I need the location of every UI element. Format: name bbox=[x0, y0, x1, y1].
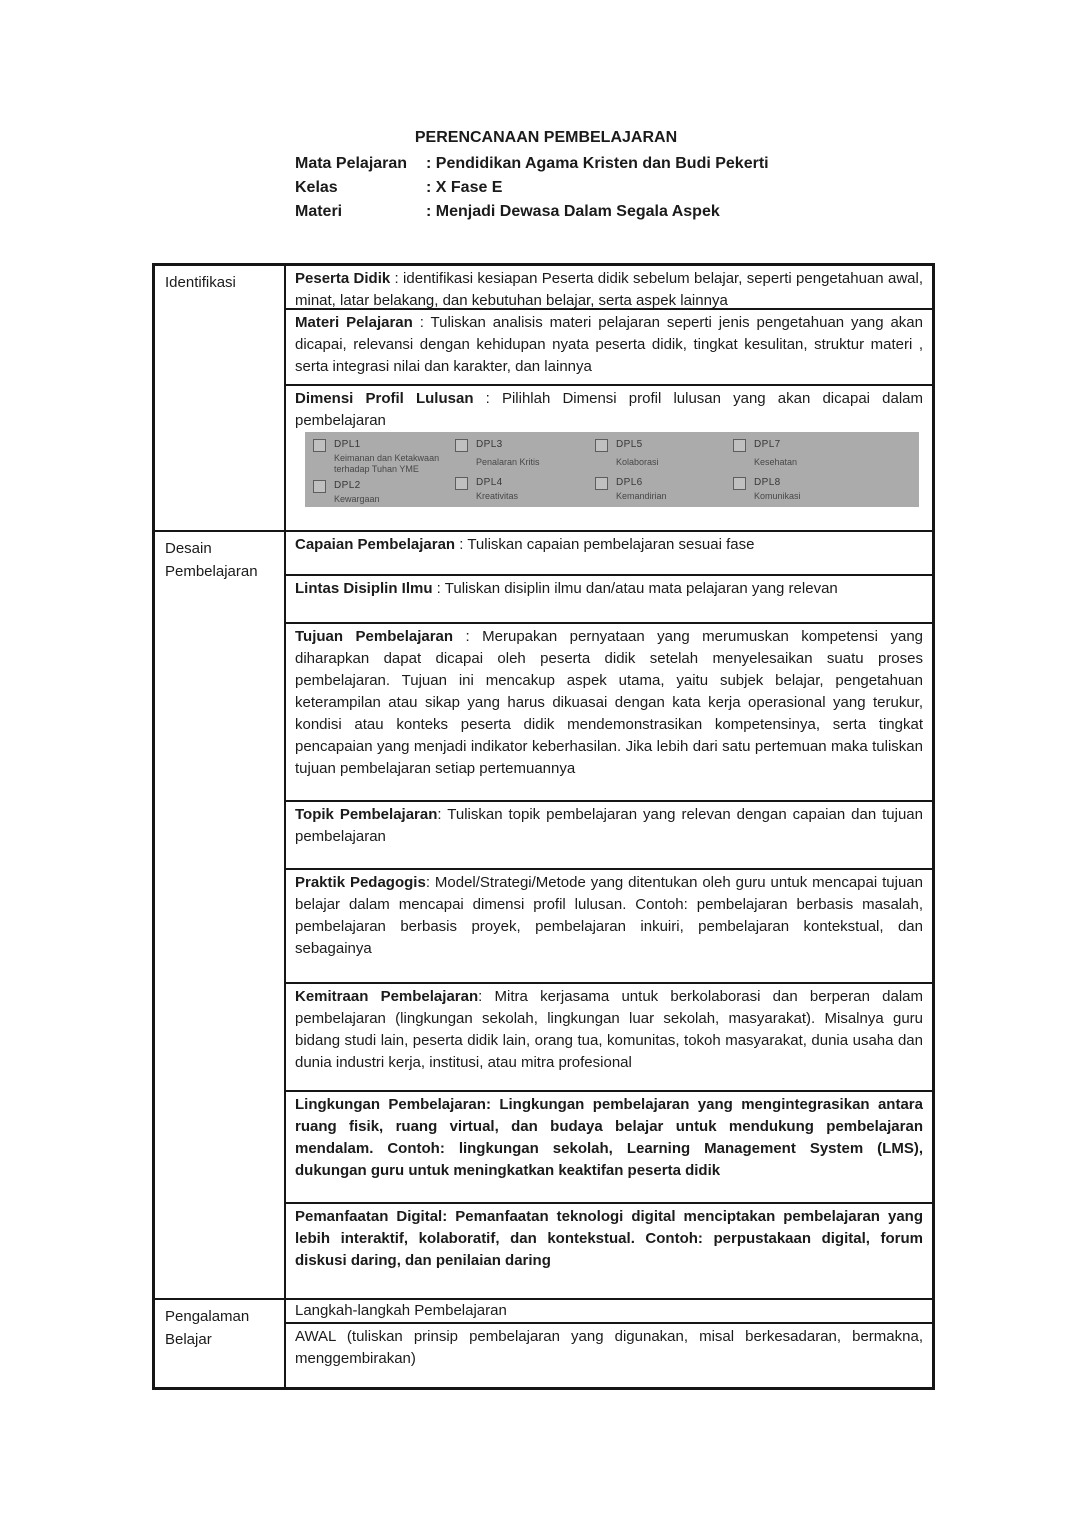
meta-row-mata-pelajaran bbox=[295, 152, 797, 176]
dpl4-name: Kreativitas bbox=[476, 491, 519, 501]
dpl8-item[interactable] bbox=[733, 476, 919, 502]
row-body: Mitra kerjasama untuk berkolaborasi dan berperan dalam pembelajaran (lingkungan sekolah, lingkungan luar sekolah, masyarakat). Misalnya guru bidang studi lain, peserta didik lain, orang tua, komunitas, tokoh masyarakat, dunia usaha dan dunia industri kerja, institusi, atau mitra profesional bbox=[295, 988, 923, 1071]
dpl5-name: Kolaborasi bbox=[616, 457, 659, 467]
row-title: Materi Pelajaran bbox=[295, 314, 413, 331]
dpl-column-4 bbox=[733, 438, 919, 507]
dpl2-item[interactable] bbox=[313, 479, 455, 505]
dpl5-code: DPL5 bbox=[616, 439, 643, 450]
row-title: Praktik Pedagogis bbox=[295, 874, 426, 891]
row-separator: : bbox=[473, 390, 502, 407]
row-dimensi-profil-lulusan bbox=[286, 386, 932, 530]
planning-table bbox=[152, 263, 935, 1390]
row-materi-pelajaran bbox=[286, 310, 932, 386]
identifikasi-rows bbox=[286, 266, 932, 530]
meta-value: : Pendidikan Agama Kristen dan Budi Pekerti bbox=[426, 155, 769, 172]
row-body: identifikasi kesiapan Peserta didik sebelum belajar, seperti pengetahuan awal, minat, latar belakang, dan kebutuhan belajar, serta aspek lainnya bbox=[295, 270, 923, 309]
row-praktik-text bbox=[295, 872, 923, 960]
row-body: Tuliskan disiplin ilmu dan/atau mata pelajaran yang relevan bbox=[444, 580, 838, 597]
section-label-pengalaman: Pengalaman Belajar bbox=[155, 1300, 286, 1387]
dpl5-item[interactable] bbox=[595, 438, 733, 472]
dpl6-code: DPL6 bbox=[616, 477, 643, 488]
section-pengalaman-belajar bbox=[155, 1300, 932, 1387]
row-title: Kemitraan Pembelajaran bbox=[295, 988, 479, 1005]
row-topik-pembelajaran bbox=[286, 802, 932, 870]
row-tujuan-pembelajaran bbox=[286, 624, 932, 802]
dpl1-item[interactable] bbox=[313, 438, 455, 475]
dpl2-code: DPL2 bbox=[334, 480, 361, 491]
dpl7-name: Kesehatan bbox=[754, 457, 798, 467]
section-desain-pembelajaran bbox=[155, 532, 932, 1300]
row-separator: : bbox=[478, 988, 495, 1005]
row-separator: : bbox=[437, 806, 448, 823]
dpl1-checkbox-icon[interactable] bbox=[313, 439, 326, 452]
row-title: Pemanfaatan Digital bbox=[295, 1208, 443, 1225]
dpl3-checkbox-icon[interactable] bbox=[455, 439, 468, 452]
row-title: Lingkungan Pembelajaran bbox=[295, 1096, 486, 1113]
meta-row-kelas bbox=[295, 176, 797, 200]
dpl6-name: Kemandirian bbox=[616, 491, 667, 501]
dpl-column-1 bbox=[313, 438, 455, 507]
meta-label: Kelas bbox=[295, 179, 338, 196]
row-body: Tuliskan analisis materi pelajaran seperti jenis pengetahuan yang akan dicapai, relevansi dengan kehidupan nyata peserta didik, tingkat kesulitan, struktur materi , serta integrasi nilai dan karakter, dan lainnya bbox=[295, 314, 923, 375]
dpl3-item[interactable] bbox=[455, 438, 595, 472]
row-title: Topik Pembelajaran bbox=[295, 806, 438, 823]
document-header bbox=[295, 126, 797, 224]
dpl6-item[interactable] bbox=[595, 476, 733, 502]
dpl7-code: DPL7 bbox=[754, 439, 781, 450]
row-dimensi-text bbox=[295, 388, 923, 432]
dpl1-code: DPL1 bbox=[334, 439, 361, 450]
row-body: Tuliskan capaian pembelajaran sesuai fase bbox=[467, 536, 755, 553]
meta-label: Materi bbox=[295, 203, 343, 220]
row-lintas-text bbox=[295, 578, 923, 600]
dpl-column-2 bbox=[455, 438, 595, 507]
row-separator: : bbox=[432, 580, 445, 597]
section-identifikasi bbox=[155, 266, 932, 532]
row-pemanfaatan-text bbox=[295, 1206, 923, 1272]
row-awal bbox=[286, 1324, 932, 1387]
row-separator: : bbox=[412, 314, 431, 331]
dpl3-name: Penalaran Kritis bbox=[476, 457, 540, 467]
row-body: Pilihlah Dimensi profil lulusan yang akan dicapai dalam pembelajaran bbox=[295, 390, 923, 429]
row-separator: : bbox=[455, 536, 468, 553]
row-title: Lintas Disiplin Ilmu bbox=[295, 580, 433, 597]
row-title-and-body bbox=[295, 1096, 923, 1179]
row-separator: : bbox=[390, 270, 404, 287]
row-materi-pelajaran-text bbox=[295, 312, 923, 378]
meta-label: Mata Pelajaran bbox=[295, 155, 408, 172]
row-separator: : bbox=[442, 1208, 456, 1225]
meta-value: : X Fase E bbox=[426, 179, 503, 196]
row-awal-text: AWAL (tuliskan prinsip pembelajaran yang digunakan, misal berkesadaran, bermakna, menggembirakan) bbox=[295, 1328, 923, 1367]
row-lingkungan-pembelajaran bbox=[286, 1092, 932, 1204]
dpl7-checkbox-icon[interactable] bbox=[733, 439, 746, 452]
desain-rows bbox=[286, 532, 932, 1298]
row-lingkungan-text bbox=[295, 1094, 923, 1182]
section-label-identifikasi: Identifikasi bbox=[155, 266, 286, 530]
dpl4-item[interactable] bbox=[455, 476, 595, 502]
row-lintas-disiplin-ilmu bbox=[286, 576, 932, 624]
row-capaian-text bbox=[295, 534, 923, 556]
dpl8-checkbox-icon[interactable] bbox=[733, 477, 746, 490]
row-peserta-didik bbox=[286, 266, 932, 310]
row-body: Lingkungan pembelajaran yang mengintegrasikan antara ruang fisik, ruang virtual, dan budaya belajar untuk mendukung pembelajaran mendalam. Contoh: lingkungan sekolah, Learning Management System (LMS), dukungan guru untuk meningkatkan keaktifan peserta didik bbox=[295, 1096, 923, 1179]
row-separator: : bbox=[485, 1096, 500, 1113]
dpl4-code: DPL4 bbox=[476, 477, 503, 488]
meta-row-materi bbox=[295, 200, 797, 224]
dpl6-checkbox-icon[interactable] bbox=[595, 477, 608, 490]
row-langkah-langkah bbox=[286, 1300, 932, 1324]
row-body: Model/Strategi/Metode yang ditentukan oleh guru untuk mencapai tujuan belajar dalam mencapai dimensi profil lulusan. Contoh: pembelajaran berbasis masalah, pembelajaran berbasis proyek, pembelajaran inkuiri, pembelajaran kontekstual, dan sebagainya bbox=[295, 874, 923, 957]
meta-value: : Menjadi Dewasa Dalam Segala Aspek bbox=[426, 203, 720, 220]
row-langkah-text: Langkah-langkah Pembelajaran bbox=[295, 1302, 507, 1319]
document-title: PERENCANAAN PEMBELAJARAN bbox=[414, 129, 678, 146]
dpl8-code: DPL8 bbox=[754, 477, 781, 488]
row-separator: : bbox=[453, 628, 483, 645]
dpl2-name: Kewargaan bbox=[334, 494, 380, 504]
row-title: Tujuan Pembelajaran bbox=[295, 628, 454, 645]
row-body: Tuliskan topik pembelajaran yang relevan dengan capaian dan tujuan pembelajaran bbox=[295, 806, 923, 845]
row-title-and-body bbox=[295, 1208, 923, 1269]
row-capaian-pembelajaran bbox=[286, 532, 932, 576]
dpl1-name: Keimanan dan Ketakwaan terhadap Tuhan YME bbox=[334, 453, 440, 474]
row-topik-text bbox=[295, 804, 923, 848]
row-kemitraan-text bbox=[295, 986, 923, 1074]
row-title: Capaian Pembelajaran bbox=[295, 536, 456, 553]
dpl4-checkbox-icon[interactable] bbox=[455, 477, 468, 490]
pengalaman-rows bbox=[286, 1300, 932, 1387]
row-body: Pemanfaatan teknologi digital menciptakan pembelajaran yang lebih interaktif, kolaboratif, dan kontekstual. Contoh: perpustakaan digital, forum diskusi daring, dan penilaian daring bbox=[295, 1208, 923, 1269]
row-title: Peserta Didik bbox=[295, 270, 391, 287]
row-praktik-pedagogis bbox=[286, 870, 932, 984]
row-body: Merupakan pernyataan yang merumuskan kompetensi yang diharapkan dapat dicapai oleh peserta didik setelah menyelesaikan suatu proses pembelajaran. Tujuan ini mencakup aspek utama, yaitu subjek belajar, pengetahuan keterampilan atau sikap yang harus dikuasai dengan kata kerja operasional yang terukur, kondisi atau konteks peserta didik mendemonstrasikan kompetensinya, serta tingkat pencapaian yang menjadi indikator keberhasilan. Jika lebih dari satu pertemuan maka tuliskan tujuan pembelajaran setiap pertemuannya bbox=[295, 628, 923, 777]
dpl3-code: DPL3 bbox=[476, 439, 503, 450]
dpl8-name: Komunikasi bbox=[754, 491, 801, 501]
dpl7-item[interactable] bbox=[733, 438, 919, 472]
dpl-panel bbox=[305, 432, 919, 507]
row-tujuan-text bbox=[295, 626, 923, 780]
row-separator: : bbox=[425, 874, 435, 891]
row-pemanfaatan-digital bbox=[286, 1204, 932, 1298]
section-label-desain: Desain Pembelajaran bbox=[155, 532, 286, 1298]
row-title: Dimensi Profil Lulusan bbox=[295, 390, 474, 407]
row-peserta-didik-text bbox=[295, 268, 923, 310]
dpl2-checkbox-icon[interactable] bbox=[313, 480, 326, 493]
row-kemitraan-pembelajaran bbox=[286, 984, 932, 1092]
dpl-column-3 bbox=[595, 438, 733, 507]
dpl5-checkbox-icon[interactable] bbox=[595, 439, 608, 452]
